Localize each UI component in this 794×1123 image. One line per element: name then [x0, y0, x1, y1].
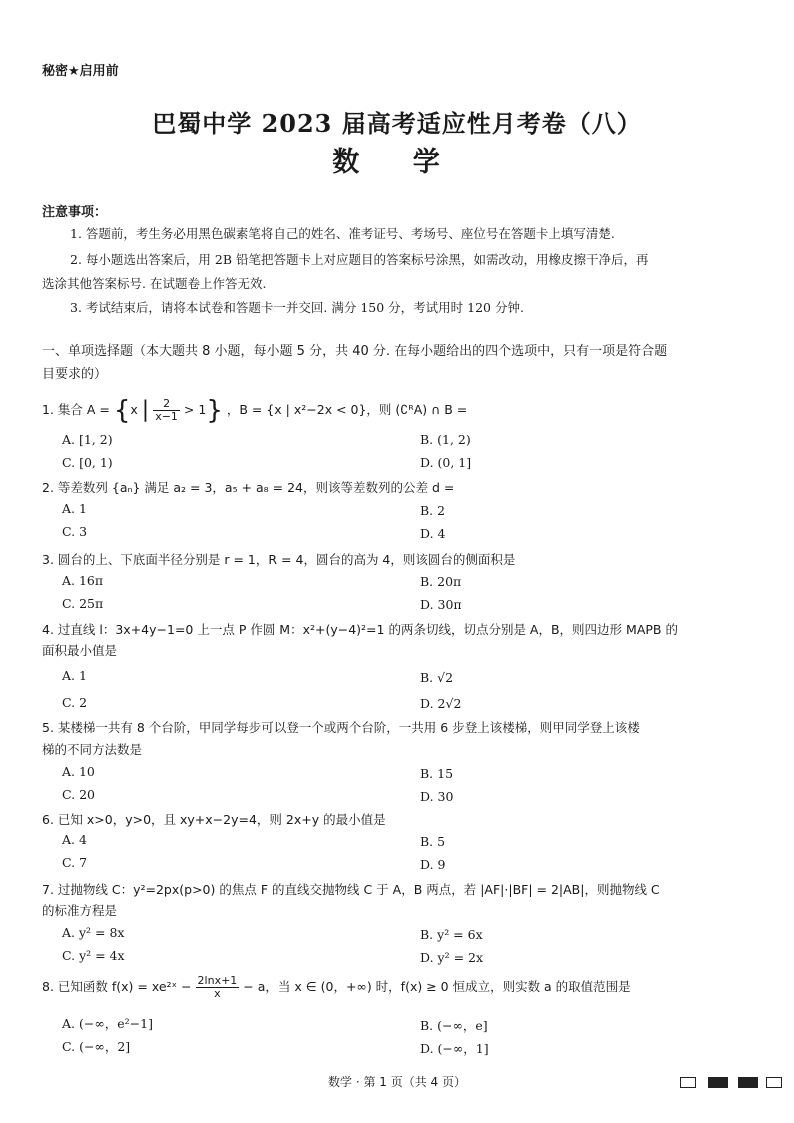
question-1-stem	[42, 395, 754, 426]
note-2-cont: 选涂其他答案标号. 在试题卷上作答无效.	[42, 276, 267, 291]
q5-option-b: B. 15	[420, 766, 454, 781]
q7-option-b: B. y² = 6x	[420, 927, 483, 942]
section-heading	[42, 340, 754, 386]
q1-stem-a: 1. 集合 A =	[42, 402, 110, 417]
q5-option-c: C. 20	[62, 787, 95, 802]
q3-option-b: B. 20π	[420, 574, 462, 589]
q8-stem-b: − a，当 x ∈ (0，+∞) 时，f(x) ≥ 0 恒成立，则实数 a 的取值范围是	[243, 979, 631, 994]
q3-option-c: C. 25π	[62, 596, 104, 611]
q3-option-d: D. 30π	[420, 597, 462, 612]
q2-option-a: A. 1	[62, 501, 87, 516]
question-8-stem	[42, 975, 754, 1000]
question-6-stem: 6. 已知 x>0，y>0，且 xy+x−2y=4，则 2x+y 的最小值是	[42, 812, 386, 827]
question-2-stem: 2. 等差数列 {aₙ} 满足 a₂ = 3，a₅ + a₈ = 24，则该等差数列的公差 d =	[42, 480, 455, 495]
scan-mark-icon	[680, 1077, 696, 1088]
q4-option-d: D. 2√2	[420, 696, 462, 711]
exam-title: 巴蜀中学 2023 届高考适应性月考卷（八）	[152, 109, 642, 138]
q7-option-c: C. y² = 4x	[62, 948, 125, 963]
q2-option-b: B. 2	[420, 503, 446, 518]
q4-option-b: B. √2	[420, 670, 454, 685]
divider-bar-icon: |	[141, 397, 150, 423]
q8-fraction	[196, 975, 240, 1000]
scan-mark-icon	[766, 1077, 782, 1088]
q1-option-a: A. [1, 2)	[62, 432, 113, 447]
q7-option-d: D. y² = 2x	[420, 950, 484, 965]
q8-option-d: D. (−∞，1]	[420, 1041, 489, 1056]
q1-option-d: D. (0, 1]	[420, 455, 472, 470]
q6-option-a: A. 4	[62, 832, 87, 847]
note-2: 2. 每小题选出答案后，用 2B 铅笔把答题卡上对应题目的答案标号涂黑，如需改动，用橡皮擦干净后，再	[70, 252, 649, 267]
q2-option-c: C. 3	[62, 524, 88, 539]
q1-fraction	[153, 398, 180, 423]
q4-option-c: C. 2	[62, 695, 88, 710]
q1-set-var: x	[130, 402, 138, 417]
q8-frac-den: x	[214, 987, 221, 1000]
q1-set-suffix: > 1	[183, 402, 207, 417]
q6-option-b: B. 5	[420, 834, 446, 849]
scan-mark-icon	[708, 1077, 728, 1088]
q1-frac-den: x−1	[155, 410, 178, 423]
q1-frac-num: 2	[153, 398, 180, 411]
q8-frac-num: 2lnx+1	[197, 974, 238, 987]
q5-option-a: A. 10	[62, 764, 95, 779]
question-5-stem: 5. 某楼梯一共有 8 个台阶，甲同学每步可以登一个或两个台阶，一共用 6 步登上该楼梯，则甲同学登上该楼	[42, 720, 640, 735]
note-3: 3. 考试结束后，请将本试卷和答题卡一并交回. 满分 150 分，考试用时 120 分钟.	[70, 300, 524, 315]
question-7-stem-cont: 的标准方程是	[42, 903, 118, 918]
q1-option-c: C. [0, 1)	[62, 455, 113, 470]
q8-option-c: C. (−∞，2]	[62, 1039, 131, 1054]
q7-option-a: A. y² = 8x	[62, 925, 125, 940]
page-footer: 数学 · 第 1 页（共 4 页）	[328, 1075, 466, 1089]
q8-option-a: A. (−∞，e²−1]	[62, 1016, 153, 1031]
question-7-stem: 7. 过抛物线 C：y²=2px(p>0) 的焦点 F 的直线交抛物线 C 于 A，B 两点，若 |AF|·|BF| = 2|AB|，则抛物线 C	[42, 882, 660, 897]
confidential-label: 秘密★启用前	[42, 64, 119, 79]
q1-stem-b: ，B = {x | x²−2x < 0}，则 (∁ᴿA) ∩ B =	[226, 402, 468, 417]
q4-option-a: A. 1	[62, 668, 87, 683]
q6-option-c: C. 7	[62, 855, 88, 870]
left-brace-icon: {	[113, 395, 131, 426]
q8-stem-a: 8. 已知函数 f(x) = xe²ˣ −	[42, 979, 192, 994]
scan-mark-icon	[738, 1077, 758, 1088]
question-4-stem-cont: 面积最小值是	[42, 643, 118, 658]
q5-option-d: D. 30	[420, 789, 454, 804]
section-heading-line1: 一、单项选择题（本大题共 8 小题，每小题 5 分，共 40 分. 在每小题给出的四个选项中，只有一项是符合题	[42, 344, 668, 359]
notes-heading: 注意事项：	[42, 205, 108, 220]
section-heading-line2: 目要求的）	[42, 367, 108, 382]
q1-option-b: B. (1, 2)	[420, 432, 471, 447]
question-3-stem: 3. 圆台的上、下底面半径分别是 r = 1，R = 4，圆台的高为 4，则该圆台的侧面积是	[42, 552, 516, 567]
subject-title: 数 学	[332, 147, 462, 178]
q8-option-b: B. (−∞，e]	[420, 1018, 488, 1033]
note-1: 1. 答题前，考生务必用黑色碳素笔将自己的姓名、准考证号、考场号、座位号在答题卡上填写清楚.	[70, 226, 615, 241]
q6-option-d: D. 9	[420, 857, 446, 872]
right-brace-icon: }	[206, 395, 223, 426]
q2-option-d: D. 4	[420, 526, 446, 541]
q3-option-a: A. 16π	[62, 573, 104, 588]
question-4-stem: 4. 过直线 l：3x+4y−1=0 上一点 P 作圆 M：x²+(y−4)²=1 的两条切线，切点分别是 A，B，则四边形 MAPB 的	[42, 622, 678, 637]
question-5-stem-cont: 梯的不同方法数是	[42, 742, 143, 757]
